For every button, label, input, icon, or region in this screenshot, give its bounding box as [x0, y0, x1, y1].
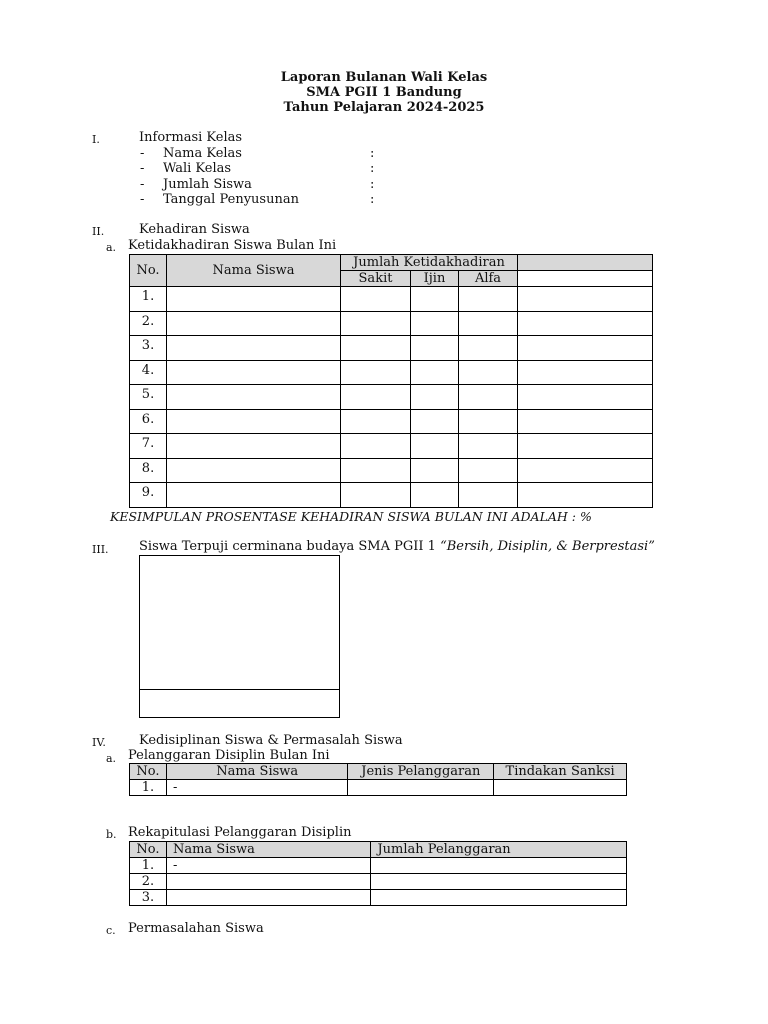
section-3-motto: “Bersih, Disiplin, & Berprestasi” — [440, 539, 655, 554]
alfa-cell — [459, 311, 518, 336]
sick-cell — [341, 483, 411, 508]
absence-row — [130, 483, 653, 508]
report-title: Laporan Bulanan Wali Kelas — [280, 70, 488, 85]
sick-cell — [341, 311, 411, 336]
absence-row — [130, 385, 653, 410]
col-header-sanction: Tindakan Sanksi — [494, 764, 627, 780]
section-1-number: I. — [92, 133, 100, 146]
attendance-conclusion: KESIMPULAN PROSENTASE KEHADIRAN SISWA BULAN INI ADALAH : % — [110, 509, 592, 524]
subsection-4a-title: Pelanggaran Disiplin Bulan Ini — [128, 748, 330, 763]
extra-cell — [518, 336, 653, 361]
alfa-cell — [459, 385, 518, 410]
col-header-student-name: Nama Siswa — [167, 255, 341, 287]
field-colon: : — [370, 192, 375, 207]
row-number: 2. — [130, 311, 167, 336]
alfa-cell — [459, 409, 518, 434]
col-header-alfa: Alfa — [459, 271, 518, 287]
student-name-box — [139, 689, 340, 718]
sick-cell — [341, 434, 411, 459]
subsection-2a-title: Ketidakhadiran Siswa Bulan Ini — [128, 238, 337, 253]
alfa-cell — [459, 336, 518, 361]
violation-count-cell — [371, 874, 627, 890]
col-header-empty — [518, 255, 653, 271]
extra-cell — [518, 409, 653, 434]
col-header-absence-group: Jumlah Ketidakhadiran — [341, 255, 518, 271]
sick-cell — [341, 360, 411, 385]
sick-cell — [341, 458, 411, 483]
extra-cell — [518, 483, 653, 508]
permission-cell — [411, 311, 459, 336]
alfa-cell — [459, 434, 518, 459]
permission-cell — [411, 336, 459, 361]
row-number: 5. — [130, 385, 167, 410]
permission-cell — [411, 360, 459, 385]
field-dash: - — [140, 146, 145, 161]
col-header-student-name: Nama Siswa — [166, 764, 348, 780]
extra-cell — [518, 458, 653, 483]
col-header-permission: Ijin — [411, 271, 459, 287]
absence-row — [130, 409, 653, 434]
alfa-cell — [459, 483, 518, 508]
student-name-cell: - — [166, 780, 348, 796]
col-header-no: No. — [130, 764, 167, 780]
absence-row — [130, 360, 653, 385]
alfa-cell — [459, 360, 518, 385]
student-name-cell — [167, 483, 341, 508]
subsection-4c-title: Permasalahan Siswa — [128, 921, 264, 936]
violation-recap-table — [129, 841, 627, 906]
permission-cell — [411, 385, 459, 410]
col-header-violation-count: Jumlah Pelanggaran — [371, 842, 627, 858]
row-number: 6. — [130, 409, 167, 434]
section-4-title: Kedisiplinan Siswa & Permasalah Siswa — [139, 733, 403, 748]
absence-row — [130, 458, 653, 483]
field-dash: - — [140, 177, 145, 192]
student-name-cell — [167, 287, 341, 312]
violation-table — [129, 763, 627, 796]
field-dash: - — [140, 161, 145, 176]
student-name-cell — [166, 874, 371, 890]
field-colon: : — [370, 146, 375, 161]
row-number: 9. — [130, 483, 167, 508]
absence-row — [130, 287, 653, 312]
field-label-class-name: Nama Kelas — [163, 146, 242, 161]
section-3-title-text: Siswa Terpuji cerminana budaya SMA PGII 1 — [139, 539, 441, 554]
row-number: 1. — [130, 858, 167, 874]
section-1-title: Informasi Kelas — [139, 130, 243, 145]
col-header-empty — [518, 271, 653, 287]
absence-row — [130, 434, 653, 459]
row-number: 2. — [130, 874, 167, 890]
subsection-letter: c. — [106, 924, 116, 937]
extra-cell — [518, 360, 653, 385]
row-number: 4. — [130, 360, 167, 385]
student-name-cell — [167, 434, 341, 459]
subsection-4b-title: Rekapitulasi Pelanggaran Disiplin — [128, 825, 352, 840]
row-number: 1. — [130, 780, 167, 796]
extra-cell — [518, 434, 653, 459]
subsection-letter: b. — [106, 828, 117, 841]
section-2-number: II. — [92, 225, 105, 238]
row-number: 1. — [130, 287, 167, 312]
extra-cell — [518, 385, 653, 410]
row-number: 3. — [130, 336, 167, 361]
section-2-title: Kehadiran Siswa — [139, 222, 250, 237]
sick-cell — [341, 385, 411, 410]
field-label-homeroom-teacher: Wali Kelas — [163, 161, 232, 176]
absence-table — [129, 254, 653, 508]
student-name-cell — [167, 409, 341, 434]
sick-cell — [341, 336, 411, 361]
permission-cell — [411, 434, 459, 459]
sanction-cell — [494, 780, 627, 796]
student-name-cell — [167, 458, 341, 483]
permission-cell — [411, 409, 459, 434]
col-header-no: No. — [130, 255, 167, 287]
student-name-cell — [166, 890, 371, 906]
col-header-student-name: Nama Siswa — [166, 842, 371, 858]
school-name: SMA PGII 1 Bandung — [306, 85, 462, 100]
extra-cell — [518, 311, 653, 336]
section-3-number: III. — [92, 543, 109, 556]
section-3-title — [139, 539, 655, 554]
field-label-compile-date: Tanggal Penyusunan — [163, 192, 299, 207]
academic-year: Tahun Pelajaran 2024-2025 — [283, 100, 485, 115]
sick-cell — [341, 287, 411, 312]
field-colon: : — [370, 177, 375, 192]
field-dash: - — [140, 192, 145, 207]
subsection-letter: a. — [106, 241, 117, 254]
student-name-cell: - — [166, 858, 371, 874]
violation-count-cell — [371, 890, 627, 906]
permission-cell — [411, 458, 459, 483]
permission-cell — [411, 287, 459, 312]
alfa-cell — [459, 458, 518, 483]
row-number: 7. — [130, 434, 167, 459]
field-colon: : — [370, 161, 375, 176]
permission-cell — [411, 483, 459, 508]
col-header-sick: Sakit — [341, 271, 411, 287]
row-number: 3. — [130, 890, 167, 906]
student-name-cell — [167, 385, 341, 410]
section-4-number: IV. — [92, 736, 106, 749]
alfa-cell — [459, 287, 518, 312]
violation-count-cell — [371, 858, 627, 874]
student-name-cell — [167, 360, 341, 385]
student-name-cell — [167, 311, 341, 336]
subsection-letter: a. — [106, 752, 117, 765]
absence-row — [130, 336, 653, 361]
col-header-no: No. — [130, 842, 167, 858]
student-photo-box — [139, 555, 340, 690]
row-number: 8. — [130, 458, 167, 483]
field-label-student-count: Jumlah Siswa — [163, 177, 252, 192]
extra-cell — [518, 287, 653, 312]
absence-row — [130, 311, 653, 336]
col-header-violation-type: Jenis Pelanggaran — [348, 764, 494, 780]
student-name-cell — [167, 336, 341, 361]
sick-cell — [341, 409, 411, 434]
violation-type-cell — [348, 780, 494, 796]
